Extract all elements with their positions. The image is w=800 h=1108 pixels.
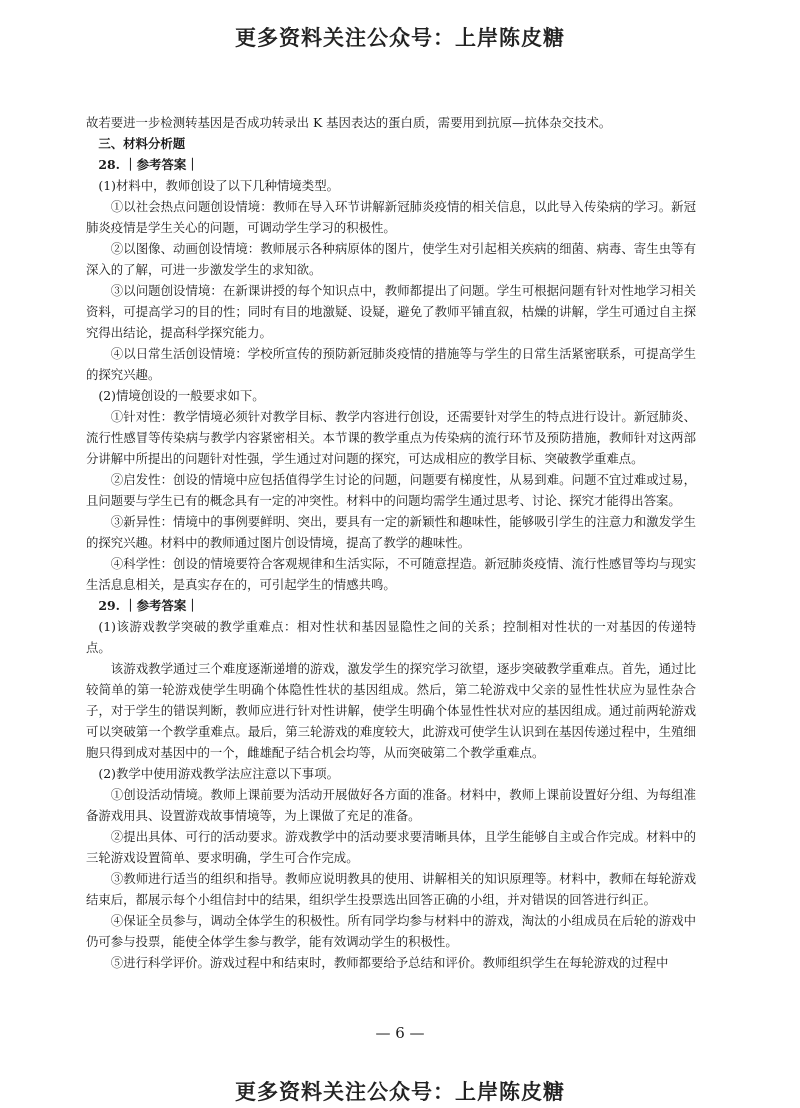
q28-paragraph: ③以问题创设情境：在新课讲授的每个知识点中，教师都提出了问题。学生可根据问题有针对性地学习相关资料，可提高学习的目的性；同时有目的地激疑、设疑，避免了教师平铺直叙，枯燥的讲解，学生可通过自主探究得出结论，提高科学探究能力。 (86, 283, 696, 340)
q29-paragraph: (1)该游戏教学突破的教学重难点：相对性状和基因显隐性之间的关系；控制相对性状的一对基因的传递特点。 (86, 619, 696, 655)
header-banner: 更多资料关注公众号：上岸陈皮糖 (235, 26, 565, 50)
q29-item: ①创设活动情境。教师上课前要为活动开展做好各方面的准备。材料中，教师上课前设置好分组、为每组准备游戏用具、设置游戏故事情境等，为上课做了充足的准备。 (86, 787, 696, 823)
intro-paragraph: 故若要进一步检测转基因是否成功转录出 K 基因表达的蛋白质，需要用到抗原—抗体杂交技术。 (86, 115, 612, 130)
q29-paragraph: 该游戏教学通过三个难度逐渐递增的游戏，激发学生的探究学习欲望，逐步突破教学重难点。首先，通过比较简单的第一轮游戏使学生明确个体隐性性状的基因组成。然后，第二轮游戏中父亲的显性性状应为显性杂合子，对于学生的错误判断，教师应进行针对性讲解，使学生明确个体显性性状对应的基因组成。通过前两轮游戏可以突破第一个教学重难点。最后，第三轮游戏的难度较大，此游戏可使学生认识到在基因传递过程中，生殖细胞只得到成对基因中的一个，雌雄配子结合机会均等，从而突破第二个教学重难点。 (86, 661, 696, 760)
q28-header: 28. ｜参考答案｜ (98, 157, 199, 172)
q29-item: ③教师进行适当的组织和指导。教师应说明教具的使用、讲解相关的知识原理等。材料中，教师在每轮游戏结束后，都展示每个小组信封中的结果，组织学生投票选出回答正确的小组，并对错误的回答进行纠正。 (86, 871, 696, 907)
q28-paragraph: ②以图像、动画创设情境：教师展示各种病原体的图片，使学生对引起相关疾病的细菌、病毒、寄生虫等有深入的了解，可进一步激发学生的求知欲。 (86, 241, 696, 277)
q28-paragraph: ④以日常生活创设情境：学校所宣传的预防新冠肺炎疫情的措施等与学生的日常生活紧密联系，可提高学生的探究兴趣。 (86, 346, 696, 382)
section-title: 三、材料分析题 (98, 136, 186, 151)
q28-paragraph: ③新异性：情境中的事例要鲜明、突出，要具有一定的新颖性和趣味性，能够吸引学生的注意力和激发学生的探究兴趣。材料中的教师通过图片创设情境，提高了教学的趣味性。 (86, 514, 696, 550)
footer-banner: 更多资料关注公众号：上岸陈皮糖 (235, 1080, 565, 1104)
q29-item: ⑤进行科学评价。游戏过程中和结束时，教师都要给予总结和评价。教师组织学生在每轮游戏的过程中 (110, 955, 669, 970)
q28-paragraph: (1)材料中，教师创设了以下几种情境类型。 (98, 178, 339, 193)
q28-paragraph: ①以社会热点问题创设情境：教师在导入环节讲解新冠肺炎疫情的相关信息，以此导入传染病的学习。新冠肺炎疫情是学生关心的问题，可调动学生学习的积极性。 (86, 199, 696, 235)
q29-item: ②提出具体、可行的活动要求。游戏教学中的活动要求要清晰具体，且学生能够自主或合作完成。材料中的三轮游戏设置简单、要求明确，学生可合作完成。 (86, 829, 696, 865)
page-number: — 6 — (375, 1024, 425, 1042)
page-content (86, 112, 696, 973)
q29-item: ④保证全员参与，调动全体学生的积极性。所有同学均参与材料中的游戏，淘汰的小组成员在后轮的游戏中仍可参与投票，能使全体学生参与教学，能有效调动学生的积极性。 (86, 913, 696, 949)
q28-paragraph: (2)情境创设的一般要求如下。 (98, 388, 265, 403)
q28-paragraph: ②启发性：创设的情境中应包括值得学生讨论的问题，问题要有梯度性，从易到难。问题不宜过难或过易，且问题要与学生已有的概念具有一定的冲突性。材料中的问题均需学生通过思考、讨论、探究才能得出答案。 (86, 472, 696, 508)
q29-header: 29. ｜参考答案｜ (98, 598, 199, 613)
q28-paragraph: ④科学性：创设的情境要符合客观规律和生活实际，不可随意捏造。新冠肺炎疫情、流行性感冒等均与现实生活息息相关，是真实存在的，可引起学生的情感共鸣。 (86, 556, 696, 592)
q28-paragraph: ①针对性：教学情境必须针对教学目标、教学内容进行创设，还需要针对学生的特点进行设计。新冠肺炎、流行性感冒等传染病与教学内容紧密相关。本节课的教学重点为传染病的流行环节及预防措施，教师针对这两部分讲解中所提出的问题针对性强，学生通过对问题的探究，可达成相应的教学目标、突破教学重难点。 (86, 409, 696, 466)
q29-paragraph: (2)教学中使用游戏教学法应注意以下事项。 (98, 766, 339, 781)
